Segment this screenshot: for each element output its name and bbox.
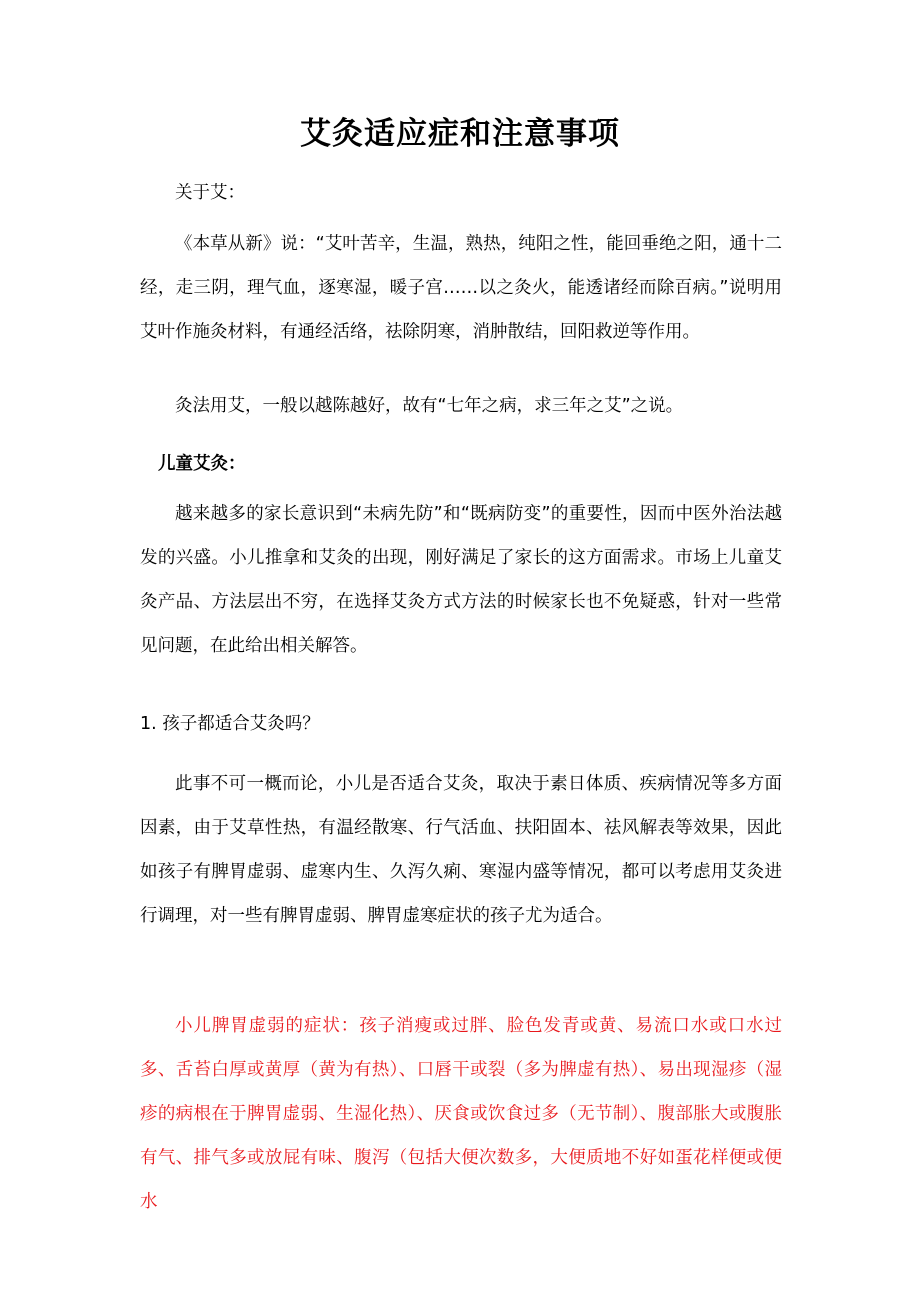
paragraph-answer-1: 此事不可一概而论，小儿是否适合艾灸，取决于素日体质、疾病情况等多方面因素，由于艾草性热，有温经散寒、行气活血、扶阳固本、祛风解表等效果，因此如孩子有脾胃虚弱、虚寒内生、久泻久痢、寒湿内盛等情况，都可以考虑用艾灸进行调理，对一些有脾胃虚弱、脾胃虚寒症状的孩子尤为适合。	[140, 774, 782, 926]
children-heading: 儿童艾灸：	[158, 454, 246, 474]
page-title: 艾灸适应症和注意事项	[300, 116, 620, 152]
paragraph-aged-moxa: 灸法用艾，一般以越陈越好，故有“七年之病，求三年之艾”之说。	[175, 396, 684, 416]
paragraph-bencao: 《本草从新》说：“艾叶苦辛，生温，熟热，纯阳之性，能回垂绝之阳，通十二经，走三阴，理气血，逐寒湿，暖子宫……以之灸火，能透诸经而除百病。”说明用艾叶作施灸材料，有通经活络，祛除阴寒，消肿散结，回阳救逆等作用。	[140, 234, 782, 342]
about-heading: 关于艾：	[175, 183, 245, 203]
paragraph-symptoms: 小儿脾胃虚弱的症状：孩子消瘦或过胖、脸色发青或黄、易流口水或口水过多、舌苔白厚或黄厚（黄为有热）、口唇干或裂（多为脾虚有热）、易出现湿疹（湿疹的病根在于脾胃虚弱、生湿化热）、厌食或饮食过多（无节制）、腹部胀大或腹胀有气、排气多或放屁有味、腹泻（包括大便次数多，大便质地不好如蛋花样便或便水	[140, 1016, 782, 1212]
paragraph-children: 越来越多的家长意识到“未病先防”和“既病防变”的重要性，因而中医外治法越发的兴盛。小儿推拿和艾灸的出现，刚好满足了家长的这方面需求。市场上儿童艾灸产品、方法层出不穷，在选择艾灸方式方法的时候家长也不免疑惑，针对一些常见问题，在此给出相关解答。	[140, 504, 782, 656]
question-1: 1. 孩子都适合艾灸吗？	[140, 714, 320, 734]
